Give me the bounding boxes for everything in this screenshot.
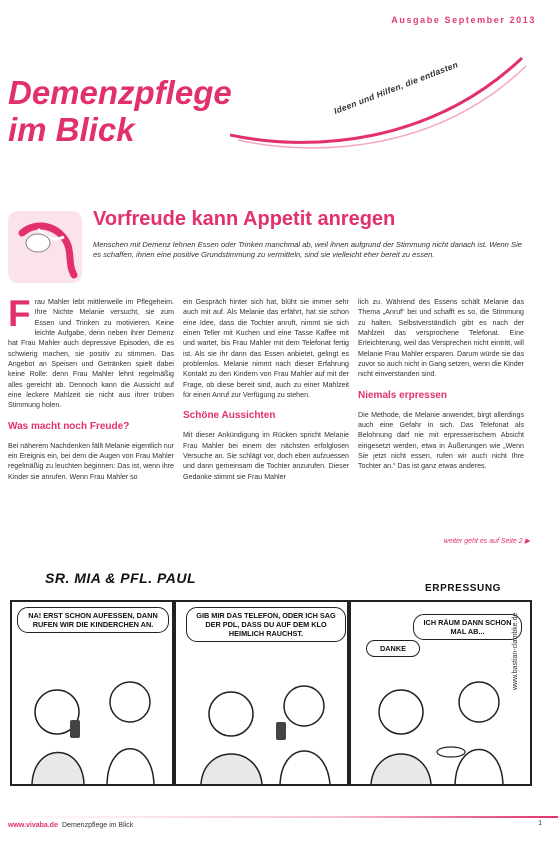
subheading-3: Niemals erpressen [358,389,447,401]
column-1-paragraph-2: Bei näherem Nachdenken fällt Melanie eigentlich nur ein Ereignis ein, bei dem die Augen von Frau Mahler regelmäßig zu leuchten beginnen: Das ist, wenn ihre Kinder sie anrufen. Wenn Frau Mahler so [8,441,175,481]
tagline: Ideen und Hilfen, die entlasten [332,59,460,116]
issue-date: Ausgabe September 2013 [391,15,536,25]
footer-publication: Demenzpflege im Blick [62,822,134,829]
comic-panel-3 [349,600,532,786]
drop-cap: F [8,293,31,334]
comic-credit: www.bastian-clambke.de [512,612,519,690]
speech-bubble-1: NA! ERST SCHON AUFESSEN, DANN RUFEN WIR DIE KINDERCHEN AN. [17,607,169,633]
column-1-paragraph-1: rau Mahler lebt mittlerweile im Pflegeheim. Ihre Nichte Melanie versucht, sie zum Essen und Trinken zu motivieren. Keine leichte Aufgabe, denn neben ihrer Demenz hat Frau Mahler auch depressive Episoden, die es schwierig machen, sie positiv zu stimmen. Das Angebot an Speisen und Getränken spielt dabei keine Rolle: denn Frau Mahler lehnt regelmäßig alles gereicht ab. Dennoch kann die Aussicht auf eine leckere Mahlzeit sie nicht aus ihrer trüben Stimmung holen. [8,298,174,410]
speech-bubble-3: ICH RÄUM DANN SCHON MAL AB... [413,614,522,640]
article-column-1 [8,293,175,482]
comic-title: SR. MIA & PFL. PAUL [45,570,197,586]
article-lead: Menschen mit Demenz lehnen Essen oder Trinken manchmal ab, weil ihnen aufgrund der Stimmung nicht danach ist. Wenn Sie es schaffen, ihnen eine positive Grundstimmung zu vermitteln, sind sie vielleicht eher bereit zu essen. [93,240,522,259]
newsletter-title [8,74,232,148]
column-2-paragraph-1: ein Gespräch hinter sich hat, blüht sie immer sehr auch mit auf. Als Melanie das erfährt, hat sie schon eine Idee, dass die Tochter anruft, nimmt sie sich einen Teller mit Kuchen und eine Tasse Kaffee mit und wartet, bis Frau Mahler mit dem Telefonat fertig ist. Als sie ihr dann das Essen anbietet, gelingt es problemlos. Melanie nimmt nach dieser Erfahrung Kontakt zu den Kindern von Frau Mahler auf mit der Frage, ob diese bereit sind, auch zu einer Mahlzeit für einen Anruf zur Verfügung zu stehen. [183,298,349,400]
title-line-2: im Blick [8,111,135,148]
article-column-2 [183,297,349,482]
ribbon-icon [8,211,82,283]
column-3-paragraph-2: Die Methode, die Melanie anwendet, birgt allerdings auch eine Gefahr in sich. Das Telefonat als Belohnung darf nie mit erpresserischem Absicht eingesetzt werden, etwa in Äußerungen wie „Wenn Sie jetzt nicht essen, rufen wir auch nicht Ihre Tochter an.“ Das ist ganz etwas anderes. [358,410,524,471]
topic-icon [8,211,82,283]
comic-panel-label: ERPRESSUNG [425,583,502,594]
subheading-1: Was macht noch Freude? [8,420,130,432]
subheading-2: Schöne Aussichten [183,410,276,422]
speech-bubble-2: GIB MIR DAS TELEFON, ODER ICH SAG DER PDL, DASS DU AUF DEM KLO HEIMLICH RAUCHST. [186,607,346,642]
speech-bubble-4: DANKE [366,640,420,657]
comic-panel-2 [174,600,349,786]
swoosh-decoration [230,40,530,160]
footer-divider [0,816,558,818]
comic-panel-1 [10,600,174,786]
footer-url[interactable]: www.vivaba.de [8,822,58,829]
column-3-paragraph-1: lich zu. Während des Essens schält Melanie das Thema „Anruf“ bei und schafft es so, die Stimmung zu halten. Selbstverständlich gibt es nach der Mahlzeit das versprochene Telefonat. Eine Erleichterung, weil das Versprechen nicht eintritt, will Melanie Frau Mahler ersparen. Darum würde sie das zuvor so auch nicht in Gang setzen, wenn die Kinder nicht einverstanden sind. [358,298,524,379]
article-headline: Vorfreude kann Appetit anregen [93,208,396,230]
page-number: 1 [538,820,542,827]
continued-link[interactable]: weiter geht es auf Seite 2 ▶ [443,538,530,545]
title-line-1: Demenzpflege [8,74,232,111]
article-column-3 [358,297,524,472]
column-2-paragraph-2: Mit dieser Ankündigung im Rücken spricht Melanie Frau Mahler bei einem der nächsten erfolglosen Versuche an. Sie schlägt vor, doch eben aufzuessen und dann gemeinsam die Tochter anzurufen. Dieser Gedanke stimmt sie Frau Mahler [183,431,349,481]
